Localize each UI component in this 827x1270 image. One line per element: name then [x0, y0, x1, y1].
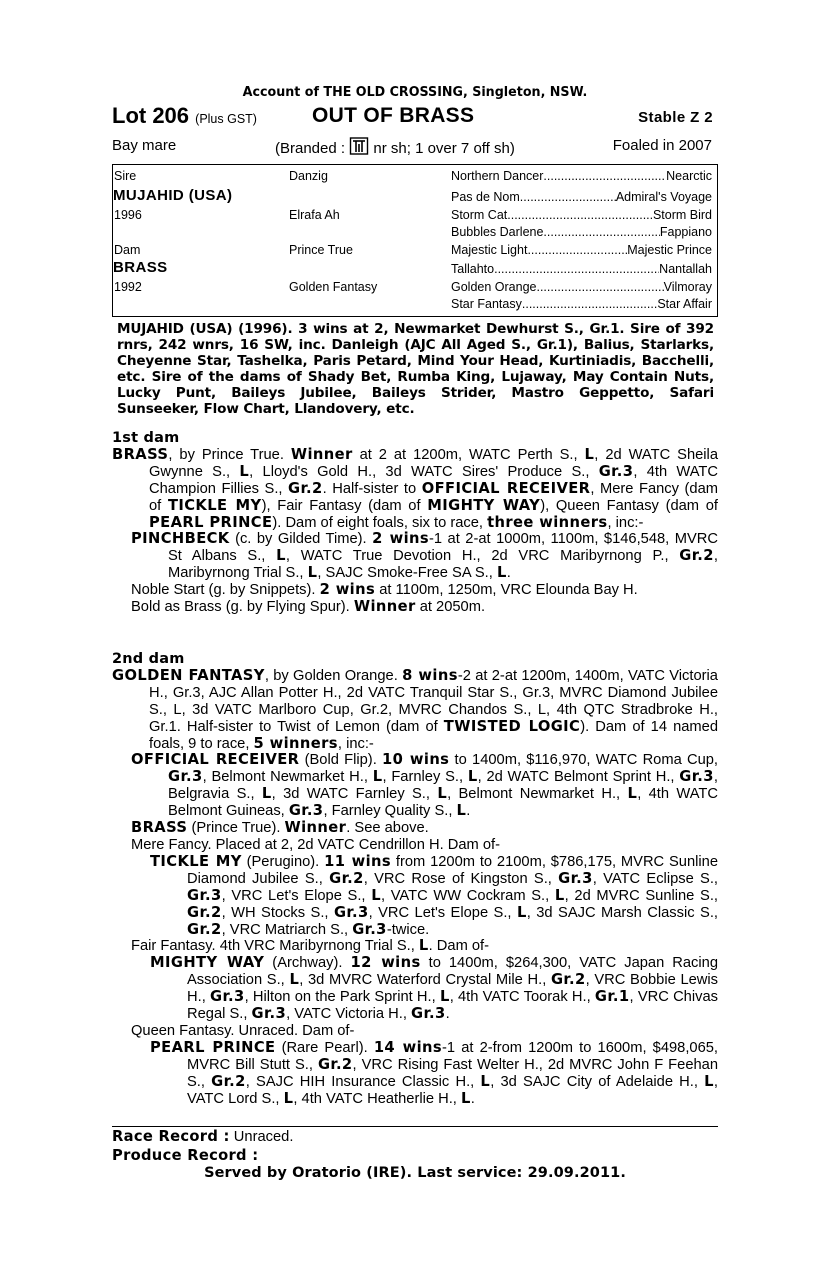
brand-info: [275, 137, 515, 157]
served-by: Served by Oratorio (IRE). Last service: 29.09.2011.: [204, 1165, 626, 1181]
progeny-name: BRASS: [131, 819, 188, 837]
text: , VRC Matriarch S.,: [221, 921, 353, 938]
bold-text: L: [283, 1089, 294, 1107]
text: -1 at 2-at 1000m, 1100m, $146,548, MVRC St Albans S.,: [168, 531, 718, 565]
text: at 2050m.: [415, 599, 486, 616]
leader-dots: [494, 262, 659, 276]
progeny-paragraph: [112, 599, 718, 616]
bold-text: 2 wins: [319, 581, 376, 599]
dam-name: BRASS: [113, 259, 168, 276]
pedigree-g3-entry: [451, 262, 712, 276]
text: -twice.: [386, 921, 430, 938]
dam-name: GOLDEN FANTASY: [112, 666, 265, 684]
section-title: 2nd dam: [112, 651, 185, 667]
g3-right: Star Affair: [657, 297, 712, 311]
text: , 4th WATC Belmont Guineas,: [168, 786, 719, 820]
g3-right: Vilmoray: [663, 280, 712, 294]
text: at 2 at 1200m, WATC Perth S.,: [352, 446, 585, 463]
g3-left: Golden Orange: [451, 280, 537, 294]
bold-text: L: [467, 768, 478, 786]
brand-suffix: nr sh; 1 over 7 off sh): [373, 140, 515, 157]
bold-text: 2 wins: [372, 530, 430, 548]
bold-text: Gr.2: [211, 1072, 246, 1090]
progeny-paragraph: [112, 582, 718, 599]
text: , VATC Lord S.,: [187, 1073, 718, 1107]
bold-text: L: [372, 768, 383, 786]
bold-text: 8 wins: [402, 666, 458, 684]
leader-dots: [527, 243, 627, 257]
progeny-paragraph: [112, 938, 718, 955]
horse-description: Bay mare: [112, 137, 177, 154]
bold-text: L: [418, 937, 429, 955]
bold-text: Gr.1: [594, 988, 630, 1006]
text: , by Golden Orange.: [264, 667, 403, 684]
text: (Rare Pearl).: [275, 1039, 374, 1056]
text: , 3d SAJC Marsh Classic S.,: [526, 904, 718, 921]
bold-text: Gr.2: [288, 479, 323, 497]
lot-label: Lot 206: [112, 103, 190, 128]
text: .: [506, 565, 511, 582]
pedigree-g3-entry: [451, 297, 712, 311]
text: , 3d MVRC Waterford Crystal Mile H.,: [299, 972, 551, 989]
records-section: [112, 1128, 718, 1183]
text: , SAJC Smoke-Free SA S.,: [317, 565, 497, 582]
progeny-paragraph: [112, 531, 718, 582]
text: ). Dam of eight foals, six to race,: [272, 514, 488, 531]
bold-text: L: [584, 445, 595, 463]
bold-text: Gr.3: [187, 886, 222, 904]
grand-progeny-paragraph: [112, 854, 718, 939]
bold-text: L: [516, 903, 527, 921]
progeny-name: TICKLE MY: [150, 852, 242, 870]
progeny-paragraph: Mere Fancy. Placed at 2, 2d VATC Cendrillon H. Dam of-: [131, 836, 500, 853]
brand-prefix: (Branded :: [275, 140, 346, 157]
first-dam-section: [112, 430, 718, 616]
text: , by Prince True.: [168, 446, 291, 463]
leader-dots: [507, 208, 653, 222]
bold-text: 11 wins: [324, 852, 392, 870]
text: , Belmont Newmarket H.,: [447, 786, 628, 803]
text: , Maribyrnong Trial S.,: [168, 548, 718, 582]
dam-year: 1992: [114, 280, 142, 294]
bold-text: Winner: [284, 819, 347, 837]
bold-text: 12 wins: [350, 954, 421, 972]
bold-text: L: [480, 1072, 491, 1090]
bold-text: L: [261, 785, 272, 803]
bold-text: three winners: [487, 513, 608, 531]
text: , Mere Fancy (dam of: [149, 480, 718, 514]
leader-dots: [536, 280, 663, 294]
text: . See above.: [346, 820, 429, 837]
bold-text: Gr.2: [679, 547, 714, 565]
bold-text: Gr.2: [187, 903, 222, 921]
pedigree-g3-entry: [451, 208, 712, 222]
text: , inc:-: [337, 735, 374, 752]
bold-text: Gr.2: [187, 920, 222, 938]
text: , WATC True Devotion H., 2d VRC Maribyrnong P.,: [285, 548, 680, 565]
g3-right: Storm Bird: [652, 208, 712, 222]
g3-right: Admiral's Voyage: [615, 190, 712, 204]
text: , Belgravia S.,: [168, 769, 718, 803]
progeny-name: OFFICIAL RECEIVER: [131, 751, 300, 769]
text: , VATC WW Cockram S.,: [380, 887, 555, 904]
text: , VRC Rising Fast Welter H., 2d MVRC John F Feehan S.,: [187, 1056, 718, 1090]
text: (Bold Flip).: [299, 752, 383, 769]
text: , SAJC HIH Insurance Classic H.,: [245, 1073, 481, 1090]
text: , 2d WATC Sheila Gwynne S.,: [149, 446, 718, 480]
bold-text: Gr.3: [251, 1005, 287, 1023]
bold-text: L: [554, 886, 565, 904]
bold-text: L: [307, 564, 318, 582]
g3-right: Fappiano: [659, 225, 712, 239]
text: , 2d WATC Belmont Sprint H.,: [477, 769, 680, 786]
progeny-paragraph: Queen Fantasy. Unraced. Dam of-: [131, 1022, 355, 1039]
text: from 1200m to 2100m, $786,175, MVRC Sunline Diamond Jubilee S.,: [187, 853, 719, 887]
text: , 2d MVRC Sunline S.,: [564, 887, 718, 904]
text: . Half-sister to: [322, 480, 422, 497]
g3-left: Storm Cat: [451, 208, 508, 222]
progeny-name: MIGHTY WAY: [150, 954, 265, 972]
text: , 4th WATC Champion Fillies S.,: [149, 463, 718, 497]
progeny-paragraph: [112, 752, 718, 820]
pedigree-g3-entry: [451, 225, 712, 239]
brand-mark-icon: [349, 137, 369, 155]
bold-text: Gr.3: [352, 920, 387, 938]
bold-text: L: [289, 971, 300, 989]
text: , VRC Rose of Kingston S.,: [363, 870, 559, 887]
text: , WH Stocks S.,: [221, 904, 334, 921]
bold-text: TWISTED LOGIC: [443, 717, 581, 735]
bold-text: L: [239, 462, 250, 480]
grand-progeny-paragraph: [112, 1040, 718, 1108]
text: (Archway).: [264, 955, 351, 972]
bold-text: L: [704, 1072, 714, 1090]
bold-text: Gr.3: [168, 768, 203, 786]
pedigree-g3-entry: [451, 280, 712, 294]
pedigree-damsire: Prince True: [289, 243, 353, 257]
bold-text: Winner: [290, 445, 353, 463]
progeny-name: PINCHBECK: [131, 530, 230, 548]
bold-text: Gr.3: [558, 869, 593, 887]
text: Bold as Brass (g. by Flying Spur).: [131, 599, 354, 616]
text: , inc:-: [607, 514, 644, 531]
bold-text: Gr.3: [333, 903, 369, 921]
bold-text: L: [276, 547, 286, 565]
bold-text: Gr.3: [679, 768, 714, 786]
bold-text: 10 wins: [382, 751, 450, 769]
text: , Farnley S.,: [382, 769, 468, 786]
g3-right: Nantallah: [659, 262, 712, 276]
text: , VRC Bobbie Lewis H.,: [187, 972, 718, 1006]
dam-paragraph: [112, 668, 718, 753]
text: (Perugino).: [241, 853, 325, 870]
dam-name: BRASS: [112, 445, 169, 463]
sire-year: 1996: [114, 208, 142, 222]
text: ), Fair Fantasy (dam of: [261, 497, 428, 514]
text: , 3d WATC Farnley S.,: [271, 786, 438, 803]
g3-left: Tallahto: [451, 262, 495, 276]
race-record-label: Race Record :: [112, 1128, 230, 1145]
text: . Dam of-: [428, 938, 490, 955]
progeny-paragraph: [112, 820, 718, 837]
leader-dots: [520, 190, 616, 204]
bold-text: Winner: [353, 598, 416, 616]
stable-label: Stable Z 2: [638, 109, 713, 126]
race-record: [112, 1128, 718, 1147]
bold-text: L: [371, 886, 381, 904]
pedigree-granddam: Elrafa Ah: [289, 208, 340, 222]
bold-text: L: [496, 564, 507, 582]
text: , VRC Chivas Regal S.,: [187, 989, 718, 1023]
text: to 1400m, $116,970, WATC Roma Cup,: [449, 752, 719, 769]
bold-text: Gr.3: [210, 988, 245, 1006]
bold-text: L: [439, 988, 450, 1006]
sire-summary: MUJAHID (USA) (1996). 3 wins at 2, Newmarket Dewhurst S., Gr.1. Sire of 392 rnrs, 242 wnrs, 16 SW, inc. Danleigh (AJC All Aged S., Gr.1), Balius, Starlarks, Cheyenne Star, Tashelka, Paris Petard, Mind Your Head, Kurtiniadis, Bacchelli, etc. Sire of the dams of Shady Bet, Rumba King, Lujaway, May Contain Nuts, Lucky Punt, Baileys Jubilee, Baileys Strider, Mastro Geppetto, Safari Sunseeker, Flow Chart, Llandovery, etc.: [117, 321, 714, 417]
text: .: [470, 1090, 475, 1107]
bold-text: Gr.2: [317, 1055, 353, 1073]
account-line: Account of THE OLD CROSSING, Singleton, NSW.: [242, 84, 588, 100]
foaled-year: Foaled in 2007: [612, 137, 712, 154]
text: , 4th VATC Toorak H.,: [449, 989, 595, 1006]
race-record-value: Unraced.: [229, 1129, 294, 1145]
leader-dots: [522, 297, 657, 311]
bold-text: OFFICIAL RECEIVER: [421, 479, 591, 497]
bold-text: TICKLE MY: [167, 496, 262, 514]
text: (Prince True).: [187, 820, 285, 837]
progeny-name: PEARL PRINCE: [150, 1038, 276, 1056]
text: Fair Fantasy. 4th VRC Maribyrnong Trial S.,: [131, 938, 419, 955]
bold-text: 5 winners: [253, 734, 338, 752]
bold-text: Gr.2: [550, 971, 586, 989]
g3-left: Star Fantasy: [451, 297, 522, 311]
bold-text: MIGHTY WAY: [427, 496, 541, 514]
bold-text: Gr.2: [329, 869, 364, 887]
lot-header: [112, 103, 718, 129]
bold-text: Gr.3: [598, 462, 634, 480]
text: to 1400m, $264,300, VATC Japan Racing Association S.,: [187, 955, 718, 989]
dam-paragraph: [112, 447, 718, 532]
bold-text: L: [460, 1089, 471, 1107]
g3-right: Nearctic: [666, 169, 712, 183]
text: at 1100m, 1250m, VRC Elounda Bay H.: [375, 582, 638, 599]
bold-text: L: [456, 802, 467, 820]
section-title: 1st dam: [112, 430, 180, 446]
text: , Lloyd's Gold H., 3d WATC Sires' Produce S.,: [249, 463, 599, 480]
horse-name: OUT OF BRASS: [312, 104, 475, 127]
text: , Hilton on the Park Sprint H.,: [244, 989, 440, 1006]
pedigree-damdam: Golden Fantasy: [289, 280, 378, 294]
text: , VRC Let's Elope S.,: [368, 904, 517, 921]
pedigree-g3-entry: [451, 190, 712, 204]
produce-record-label: Produce Record :: [112, 1146, 259, 1164]
g3-left: Majestic Light: [451, 243, 528, 257]
text: .: [466, 803, 471, 820]
g3-left: Pas de Nom: [451, 190, 520, 204]
leader-dots: [543, 169, 666, 183]
text: ), Queen Fantasy (dam of: [540, 497, 718, 514]
text: ). Dam of 14 named foals, 9 to race,: [149, 718, 718, 752]
bold-text: L: [437, 785, 448, 803]
bold-text: L: [627, 785, 638, 803]
text: , VATC Victoria H.,: [286, 1006, 411, 1023]
sire-name: MUJAHID (USA): [113, 187, 233, 204]
pedigree-grandsire: Danzig: [289, 169, 328, 183]
text: , Farnley Quality S.,: [323, 803, 457, 820]
text: -2 at 2-at 1200m, 1400m, VATC Victoria H., Gr.3, AJC Allan Potter H., 2d VATC Tranquil Star S., Gr.3, MVRC Diamond Jubilee S., L, 3d VATC Marlboro Cup, Gr.2, MVRC Chandos S., L, 4th QTC Stradbroke H., Gr.1. Half-sister to Twist of Lemon (dam of: [149, 667, 718, 735]
produce-record: [112, 1147, 718, 1166]
text: Noble Start (g. by Snippets).: [131, 582, 320, 599]
info-line: [112, 137, 718, 157]
text: -1 at 2-from 1200m to 1600m, $498,065, MVRC Bill Stutt S.,: [187, 1039, 719, 1073]
text: , VRC Let's Elope S.,: [221, 887, 372, 904]
bold-text: PEARL PRINCE: [149, 513, 273, 531]
divider: [112, 1126, 718, 1127]
g3-left: Northern Dancer: [451, 169, 544, 183]
text: .: [445, 1006, 450, 1023]
leader-dots: [543, 225, 659, 239]
gst-note: (Plus GST): [195, 112, 257, 126]
bold-text: Gr.3: [288, 802, 324, 820]
text: , Belmont Newmarket H.,: [202, 769, 373, 786]
g3-right: Majestic Prince: [627, 243, 712, 257]
g3-left: Bubbles Darlene: [451, 225, 544, 239]
pedigree-g3-entry: [451, 243, 712, 257]
pedigree-table: [112, 164, 718, 317]
text: (c. by Gilded Time).: [229, 531, 373, 548]
bold-text: Gr.3: [410, 1005, 446, 1023]
lot-number: [112, 103, 257, 129]
text: , VATC Eclipse S.,: [592, 870, 718, 887]
bold-text: 14 wins: [373, 1038, 443, 1056]
text: , 4th VATC Heatherlie H.,: [293, 1090, 461, 1107]
text: , 3d SAJC City of Adelaide H.,: [490, 1073, 705, 1090]
pedigree-g3-entry: [451, 169, 712, 183]
dam-label: Dam: [114, 243, 141, 257]
second-dam-section: [112, 651, 718, 1107]
grand-progeny-paragraph: [112, 955, 718, 1023]
sire-label: Sire: [114, 169, 137, 183]
